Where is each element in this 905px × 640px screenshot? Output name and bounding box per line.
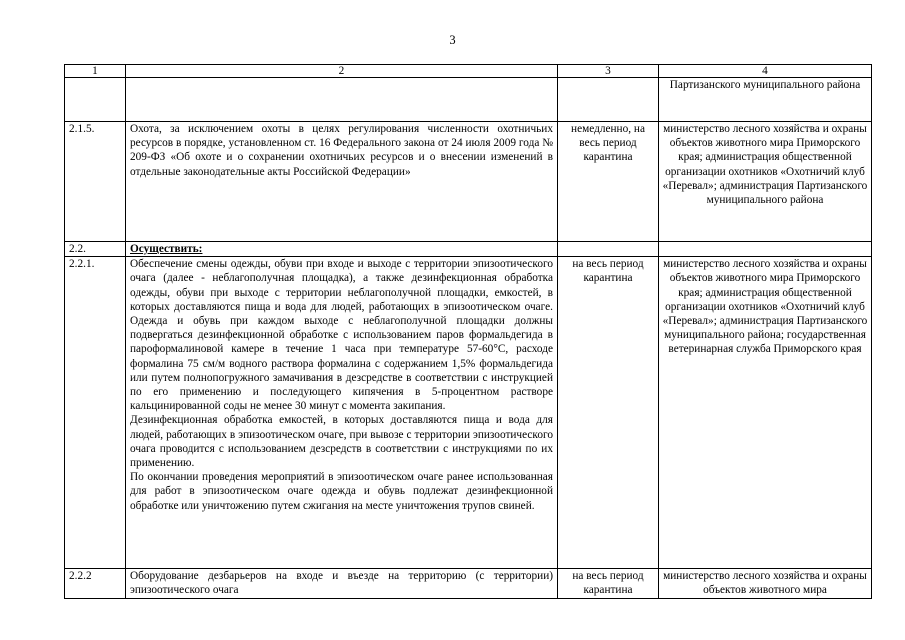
row-term: на весь период карантина — [558, 569, 659, 599]
row-term: немедленно, на весь период карантина — [558, 122, 659, 242]
row-responsible: министерство лесного хозяйства и охраны объектов животного мира — [659, 569, 872, 599]
row-text — [126, 569, 558, 599]
row-paragraph: Обеспечение смены одежды, обуви при входе и выходе с территории эпизоотического очага (далее - неблагополучная площадка), а также дезинфекционная обработка одежды, обуви при выходе с территории неблагополучной площадки, емкостей, в которых доставляются пища и вода для людей, работающих в эпизоотическом очаге. Одежда и обувь при каждом выходе с неблагополучной площадки должны подвергаться дезинфекционной обработке с использованием паров формальдегида в пароформалиновой камере в течение 1 часа при температуре 57-60°С, расходе формалина 75 см/м водного раствора формалина с содержанием 1,5% формальдегида или путем полнопогружного замачивания в дезсредстве в соответствии с инструкцией по его применению и последующего кипячения в 5-процентном растворе кальцинированной соды не менее 30 минут с момента закипания. — [130, 258, 553, 413]
row-responsible: министерство лесного хозяйства и охраны объектов животного мира Приморского края; администрация общественной организации охотников «Охотничий клуб «Перевал»; администрация Партизанского муниципального района — [659, 122, 872, 242]
table-row — [65, 257, 872, 569]
row-text — [126, 242, 558, 257]
header-col-3: 3 — [558, 65, 659, 78]
row-text — [126, 257, 558, 569]
row-number: 2.2.2 — [65, 569, 126, 599]
row-text — [126, 78, 558, 122]
row-paragraph: Оборудование дезбарьеров на входе и въезде на территорию (с территории) эпизоотического очага — [130, 570, 553, 597]
row-paragraph: Дезинфекционная обработка емкостей, в которых доставляются пища и вода для людей, работающих в эпизоотическом очаге, при вывозе с территории эпизоотического очага проводится с использованием дезсредств в соответствии с инструкциями по их применению. — [130, 414, 553, 470]
row-number: 2.2.1. — [65, 257, 126, 569]
row-number: 2.1.5. — [65, 122, 126, 242]
measures-table — [64, 64, 872, 599]
table-row — [65, 569, 872, 599]
row-term — [558, 78, 659, 122]
row-responsible: министерство лесного хозяйства и охраны объектов животного мира Приморского края; администрация общественной организации охотников «Охотничий клуб «Перевал»; администрация Партизанского муниципального района; государственная ветеринарная служба Приморского края — [659, 257, 872, 569]
row-text — [126, 122, 558, 242]
row-responsible: Партизанского муниципального района — [659, 78, 872, 122]
section-heading: Осуществить: — [130, 243, 203, 255]
row-responsible — [659, 242, 872, 257]
row-term: на весь период карантина — [558, 257, 659, 569]
table-row — [65, 242, 872, 257]
table-row — [65, 78, 872, 122]
row-number — [65, 78, 126, 122]
table-header-row — [65, 65, 872, 78]
row-term — [558, 242, 659, 257]
header-col-2: 2 — [126, 65, 558, 78]
header-col-4: 4 — [659, 65, 872, 78]
row-paragraph: Охота, за исключением охоты в целях регулирования численности охотничьих ресурсов в порядке, установленном ст. 16 Федерального закона от 24 июля 2009 года № 209-ФЗ «Об охоте и о сохранении охотничьих ресурсов и о внесении изменений в отдельные законодательные акты Российской Федерации» — [130, 123, 553, 178]
header-col-1: 1 — [65, 65, 126, 78]
row-paragraph: По окончании проведения мероприятий в эпизоотическом очаге ранее использованная для работ в эпизоотическом очаге одежда и обувь подлежат дезинфекционной обработке или уничтожению путем сжигания на месте уничтожения трупов свиней. — [130, 471, 553, 512]
row-number: 2.2. — [65, 242, 126, 257]
table-row — [65, 122, 872, 242]
page-number: 3 — [449, 33, 456, 47]
